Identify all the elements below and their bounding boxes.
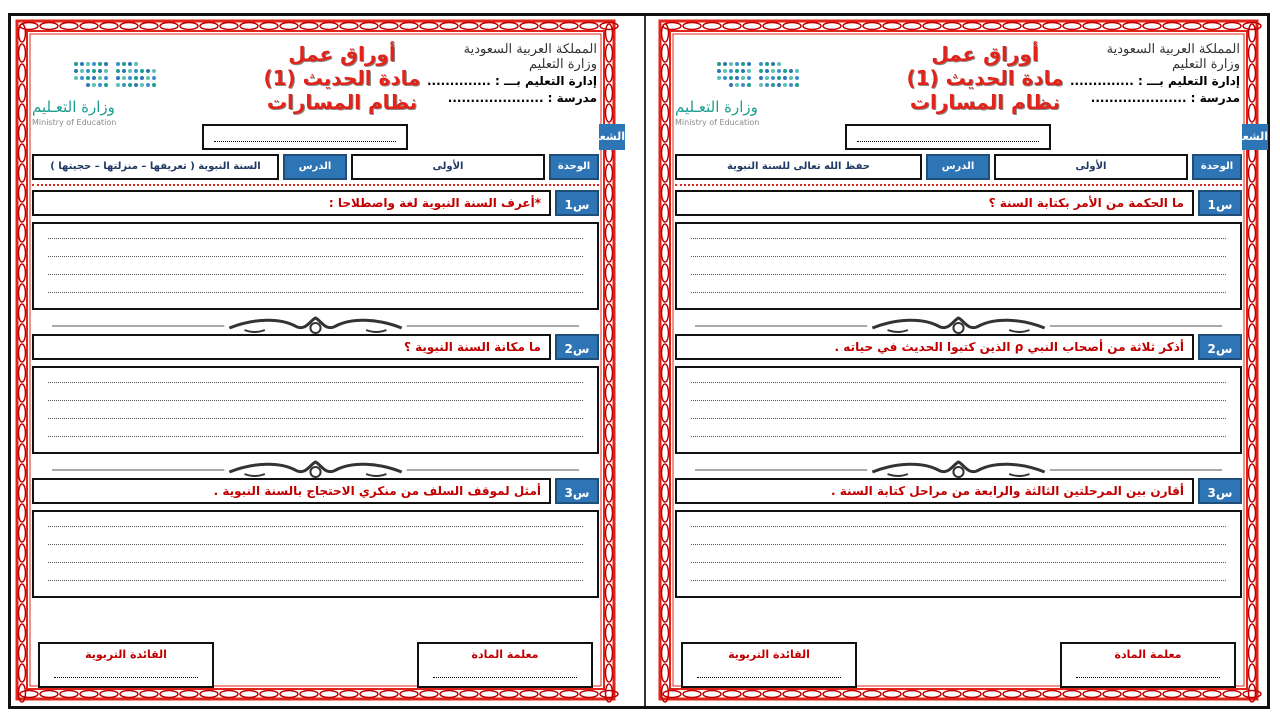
unit-value: الأولى [994,154,1188,180]
worksheet-2 [14,18,625,702]
question-text: *أعرف السنة النبوية لغة واصطلاحا : [32,190,551,216]
logo-english-text: Ministry of Education [675,118,760,127]
leader-signature-label: القائدة التربوية [728,648,810,661]
admin-line: إدارة التعليم بـــ : .............. [1069,74,1240,88]
logo-arabic-text: وزارة التعـليم [675,98,758,116]
worksheet-content [675,36,1268,684]
question-number: س2 [555,334,599,360]
unit-lesson-row [675,154,1242,180]
lesson-value: السنة النبوية ( تعريفها – منزلتها – حجيتها ) [32,154,279,180]
answer-box-2[interactable] [675,366,1242,454]
logo-dots-icon [72,60,162,100]
question-text: أقارن بين المرحلتين الثالثة والرابعة من مراحل كتابة السنة . [675,478,1194,504]
unit-value: الأولى [351,154,545,180]
section-tag: الشعبة [599,124,625,150]
page-divider [644,16,646,706]
question-text: ما الحكمة من الأمر بكتابة السنة ؟ [675,190,1194,216]
header-separator [675,184,1242,186]
ministry-logo [675,54,835,134]
ministry-name: وزارة التعليم [1171,57,1240,72]
school-line: مدرسة : ..................... [1090,91,1240,105]
question-text: أذكر ثلاثة من أصحاب النبي ρ الذين كتبوا الحديث في حياته . [675,334,1194,360]
worksheet-1 [657,18,1268,702]
teacher-signature-label: معلمة المادة [471,648,539,661]
worksheet-title [875,42,1095,114]
question-number: س2 [1198,334,1242,360]
answer-box-3[interactable] [32,510,599,598]
title-line-3: نظام المسارات [266,90,418,114]
leader-signature[interactable] [681,642,857,688]
title-line-2: مادة الحديث (1) [263,66,421,90]
answer-box-1[interactable] [675,222,1242,310]
question-number: س1 [555,190,599,216]
title-line-3: نظام المسارات [909,90,1061,114]
school-line: مدرسة : ..................... [447,91,597,105]
section-tag: الشعبة [1242,124,1268,150]
answer-box-2[interactable] [32,366,599,454]
question-1 [675,190,1242,216]
unit-label: الوحدة [549,154,599,180]
question-3 [675,478,1242,504]
leader-signature-label: القائدة التربوية [85,648,167,661]
unit-label: الوحدة [1192,154,1242,180]
kingdom-name: المملكة العربية السعودية [1106,42,1240,57]
question-2 [675,334,1242,360]
logo-arabic-text: وزارة التعـليم [32,98,115,116]
question-number: س3 [1198,478,1242,504]
question-2 [32,334,599,360]
title-line-1: أوراق عمل [931,42,1039,66]
ministry-name: وزارة التعليم [528,57,597,72]
lesson-label: الدرس [283,154,347,180]
question-number: س3 [555,478,599,504]
title-line-1: أوراق عمل [288,42,396,66]
title-line-2: مادة الحديث (1) [906,66,1064,90]
admin-line: إدارة التعليم بـــ : .............. [426,74,597,88]
kingdom-name: المملكة العربية السعودية [463,42,597,57]
worksheet-content [32,36,625,684]
worksheet-title [232,42,452,114]
ministry-logo [32,54,192,134]
question-1 [32,190,599,216]
teacher-signature-label: معلمة المادة [1114,648,1182,661]
question-3 [32,478,599,504]
answer-box-1[interactable] [32,222,599,310]
question-text: ما مكانة السنة النبوية ؟ [32,334,551,360]
teacher-signature[interactable] [1060,642,1236,688]
leader-signature[interactable] [38,642,214,688]
section-field[interactable] [202,124,408,150]
section-field[interactable] [845,124,1051,150]
logo-dots-icon [715,60,805,100]
answer-box-3[interactable] [675,510,1242,598]
unit-lesson-row [32,154,599,180]
teacher-signature[interactable] [417,642,593,688]
logo-english-text: Ministry of Education [32,118,117,127]
header-separator [32,184,599,186]
question-number: س1 [1198,190,1242,216]
lesson-label: الدرس [926,154,990,180]
lesson-value: حفظ الله تعالى للسنة النبوية [675,154,922,180]
question-text: أمثل لموقف السلف من منكري الاحتجاج بالسنة النبوية . [32,478,551,504]
